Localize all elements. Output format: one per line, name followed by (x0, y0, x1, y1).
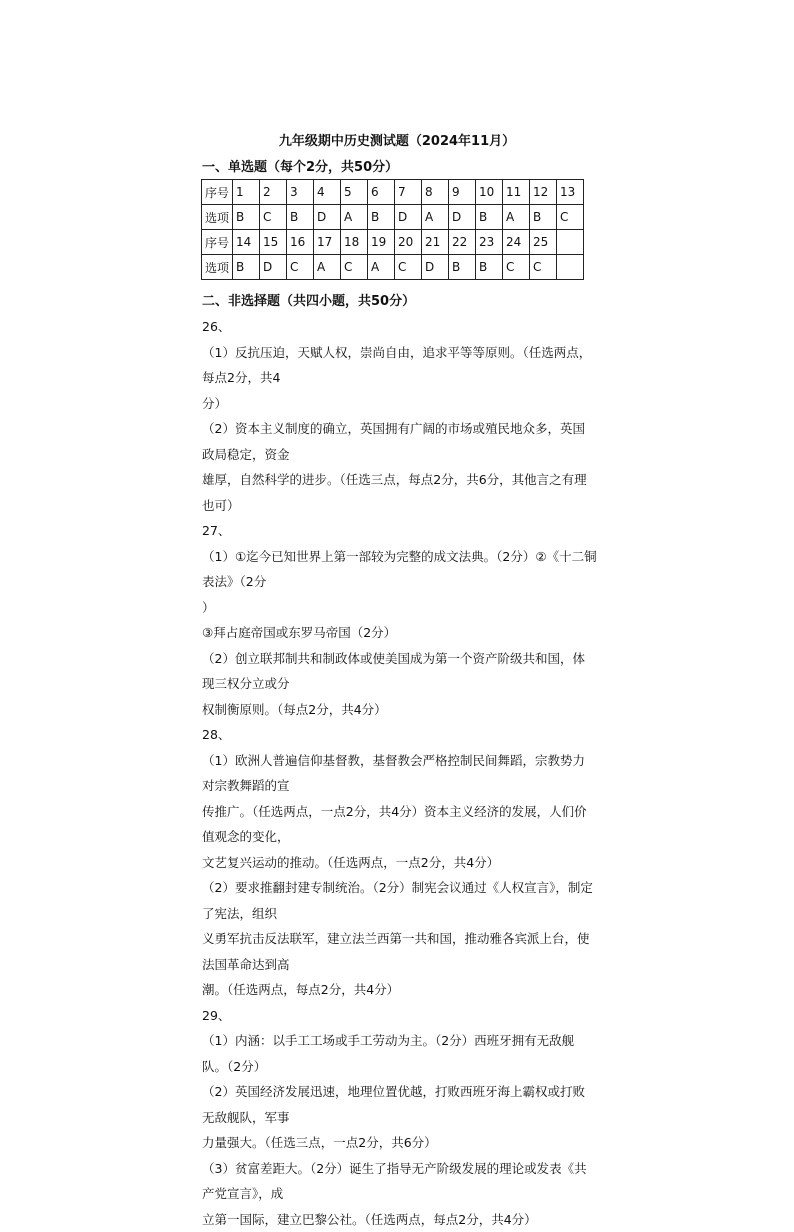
table-cell: 24 (503, 230, 530, 255)
table-cell: 8 (422, 180, 449, 205)
table-cell: D (422, 255, 449, 280)
table-cell: A (503, 205, 530, 230)
table-cell: 11 (503, 180, 530, 205)
table-cell: A (341, 205, 368, 230)
answer-line: （3）贫富差距大。（2分）诞生了指导无产阶级发展的理论或发表《共产党宣言》，成 (202, 1156, 597, 1207)
table-row (202, 180, 584, 205)
table-cell: 15 (260, 230, 287, 255)
table-row-header: 选项 (202, 205, 233, 230)
table-cell: 10 (476, 180, 503, 205)
table-row (202, 230, 584, 255)
answer-line: （2）资本主义制度的确立，英国拥有广阔的市场或殖民地众多，英国政局稳定，资金 (202, 416, 597, 467)
table-cell: B (476, 205, 503, 230)
table-cell: B (287, 205, 314, 230)
table-cell: B (368, 205, 395, 230)
answer-table (201, 179, 584, 280)
table-row-header: 序号 (202, 180, 233, 205)
question-number: 26、 (202, 314, 597, 340)
answer-line: 传推广。（任选两点，一点2分，共4分）资本主义经济的发展，人们价值观念的变化， (202, 799, 597, 850)
table-cell: C (341, 255, 368, 280)
table-cell: 7 (395, 180, 422, 205)
table-cell: 21 (422, 230, 449, 255)
table-cell: 9 (449, 180, 476, 205)
table-cell: D (260, 255, 287, 280)
table-cell: B (233, 255, 260, 280)
answer-line: 潮。（任选两点，每点2分，共4分） (202, 977, 597, 1003)
table-row (202, 205, 584, 230)
table-cell: 22 (449, 230, 476, 255)
table-cell: 14 (233, 230, 260, 255)
table-cell: 18 (341, 230, 368, 255)
table-cell: 3 (287, 180, 314, 205)
table-cell: C (557, 205, 584, 230)
table-cell: C (503, 255, 530, 280)
table-cell: B (233, 205, 260, 230)
answer-line: ） (202, 595, 597, 621)
answer-line: （1）欧洲人普遍信仰基督教，基督教会严格控制民间舞蹈，宗教势力对宗教舞蹈的宣 (202, 748, 597, 799)
table-cell: 20 (395, 230, 422, 255)
answer-line: （2）要求推翻封建专制统治。（2分）制宪会议通过《人权宣言》，制定了宪法，组织 (202, 875, 597, 926)
answer-line: 分） (202, 391, 597, 417)
table-row (202, 255, 584, 280)
table-cell (557, 255, 584, 280)
answer-line: 立第一国际，建立巴黎公社。（任选两点，每点2分，共4分） (202, 1207, 597, 1232)
table-cell: 25 (530, 230, 557, 255)
answer-line: （1）①迄今已知世界上第一部较为完整的成文法典。（2分）②《十二铜表法》（2分 (202, 544, 597, 595)
table-cell: C (530, 255, 557, 280)
table-cell: C (395, 255, 422, 280)
answer-line: 义勇军抗击反法联军，建立法兰西第一共和国，推动雅各宾派上台，使法国革命达到高 (202, 926, 597, 977)
answer-line: 权制衡原则。（每点2分，共4分） (202, 697, 597, 723)
table-cell: 6 (368, 180, 395, 205)
question-number: 28、 (202, 722, 597, 748)
table-cell: 13 (557, 180, 584, 205)
table-cell: 19 (368, 230, 395, 255)
table-cell: 2 (260, 180, 287, 205)
table-cell: A (368, 255, 395, 280)
section-heading-non-choice: 二、非选择题（共四小题，共50分） (202, 290, 415, 309)
table-cell: C (287, 255, 314, 280)
answer-line: 雄厚，自然科学的进步。（任选三点，每点2分，共6分，其他言之有理也可） (202, 467, 597, 518)
table-cell: 12 (530, 180, 557, 205)
question-number: 29、 (202, 1003, 597, 1029)
page-title: 九年级期中历史测试题（2024年11月） (0, 130, 794, 149)
answer-line: ③拜占庭帝国或东罗马帝国（2分） (202, 620, 597, 646)
table-cell: 16 (287, 230, 314, 255)
table-cell: B (449, 255, 476, 280)
table-cell: 5 (341, 180, 368, 205)
table-cell: 23 (476, 230, 503, 255)
table-cell: D (395, 205, 422, 230)
answer-line: 力量强大。（任选三点，一点2分，共6分） (202, 1130, 597, 1156)
answer-line: 文艺复兴运动的推动。（任选两点，一点2分，共4分） (202, 850, 597, 876)
table-cell: C (260, 205, 287, 230)
answer-line: （2）英国经济发展迅速，地理位置优越，打败西班牙海上霸权或打败无敌舰队，军事 (202, 1079, 597, 1130)
table-cell (557, 230, 584, 255)
table-cell: A (314, 255, 341, 280)
table-cell: D (449, 205, 476, 230)
section-heading-single-choice: 一、单选题（每个2分，共50分） (202, 156, 398, 175)
answer-line: （2）创立联邦制共和制政体或使美国成为第一个资产阶级共和国，体现三权分立或分 (202, 646, 597, 697)
answer-line: （1）内涵：以手工工场或手工劳动为主。（2分）西班牙拥有无敌舰队。（2分） (202, 1028, 597, 1079)
table-cell: 17 (314, 230, 341, 255)
table-cell: 4 (314, 180, 341, 205)
question-number: 27、 (202, 518, 597, 544)
table-cell: B (476, 255, 503, 280)
table-cell: D (314, 205, 341, 230)
table-cell: 1 (233, 180, 260, 205)
table-row-header: 选项 (202, 255, 233, 280)
table-cell: A (422, 205, 449, 230)
table-row-header: 序号 (202, 230, 233, 255)
answer-body (202, 314, 597, 1232)
table-cell: B (530, 205, 557, 230)
answer-line: （1）反抗压迫，天赋人权，崇尚自由，追求平等等原则。（任选两点，每点2分，共4 (202, 340, 597, 391)
